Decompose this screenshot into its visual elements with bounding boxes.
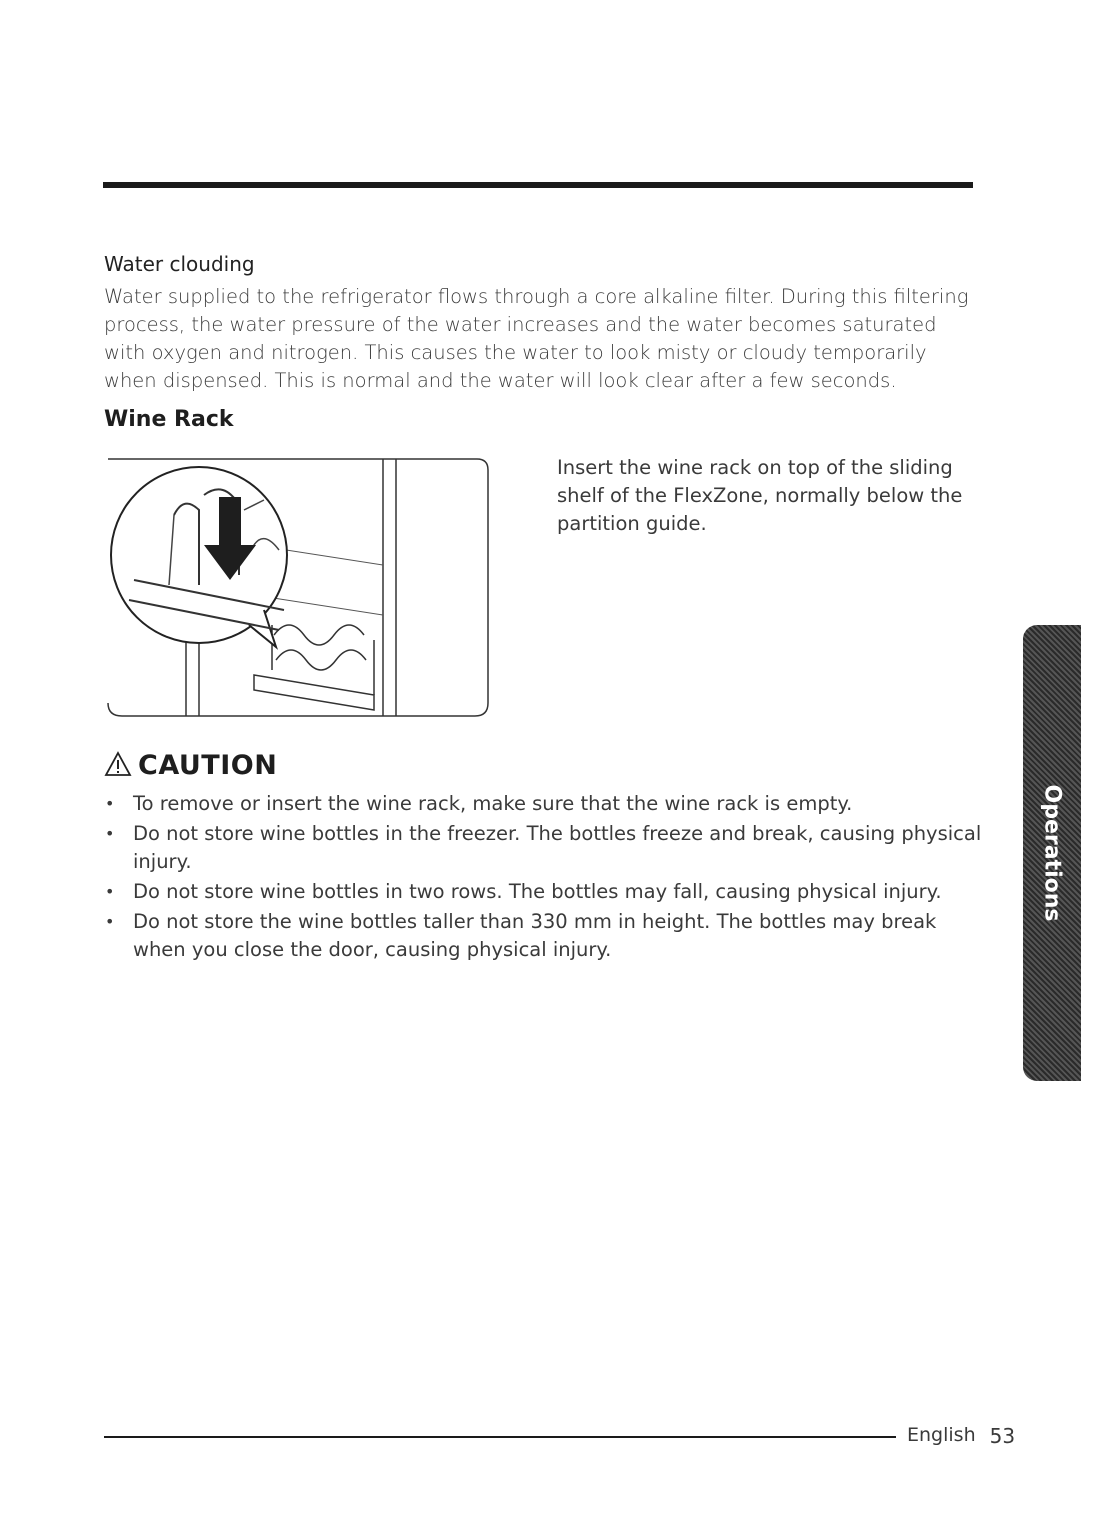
- water-clouding-heading: Water clouding: [104, 252, 255, 276]
- caution-heading: [104, 750, 277, 781]
- caution-item: • Do not store wine bottles in two rows. The bottles may fall, causing physical injury.: [105, 880, 942, 903]
- section-tab-label: Operations: [1039, 784, 1065, 922]
- footer-language: English: [907, 1424, 976, 1446]
- water-clouding-text: Water supplied to the refrigerator flows through a core alkaline filter. During this filtering process, the water pressure of the water increases and the water becomes saturated with oxygen and nitrogen. This causes the water to look misty or cloudy temporarily when dispensed. This is normal and the water will look clear after a few seconds.: [104, 285, 969, 392]
- page-number: 53: [989, 1424, 1016, 1448]
- wine-rack-illustration: [104, 455, 491, 719]
- caution-item: • Do not store wine bottles in the freezer. The bottles freeze and break, causing physical injury.: [105, 822, 982, 873]
- caution-item: • Do not store the wine bottles taller than 330 mm in height. The bottles may break when you close the door, causing physical injury.: [105, 910, 937, 961]
- wine-rack-instruction: Insert the wine rack on top of the sliding shelf of the FlexZone, normally below the partition guide.: [557, 456, 963, 535]
- bottom-divider: [104, 1436, 896, 1438]
- top-divider: [103, 182, 973, 188]
- caution-item: • To remove or insert the wine rack, make sure that the wine rack is empty.: [105, 792, 853, 815]
- warning-triangle-icon: [104, 751, 132, 781]
- caution-title: CAUTION: [138, 750, 278, 781]
- page-footer: [907, 1424, 1015, 1448]
- section-tab-operations: [1023, 625, 1081, 1081]
- caution-list: [104, 790, 984, 966]
- wine-rack-title: Wine Rack: [104, 407, 234, 432]
